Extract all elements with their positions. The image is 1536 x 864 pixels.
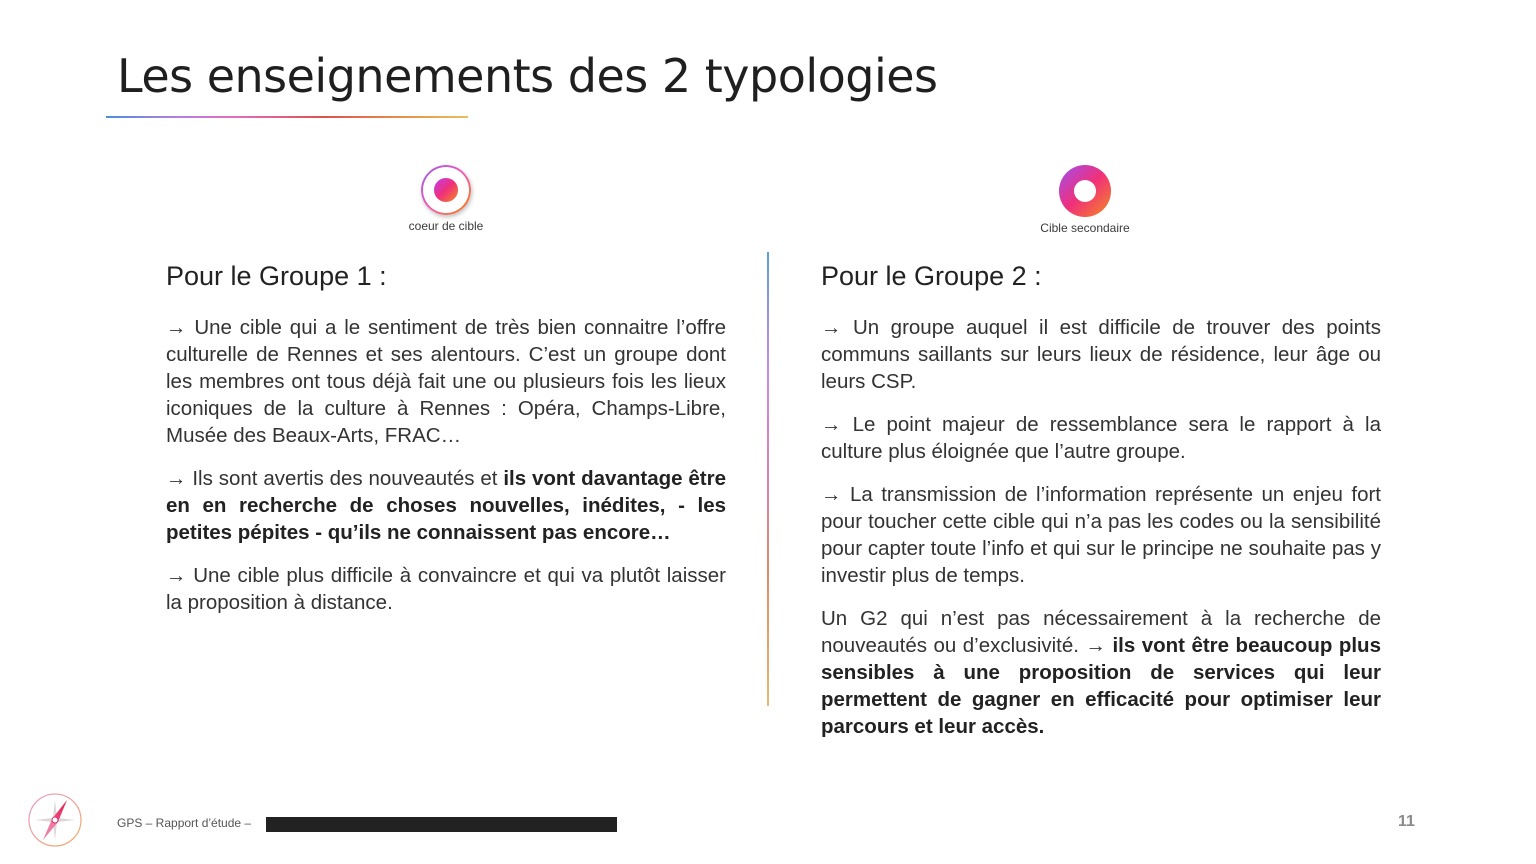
paragraph-text: Un G2 qui n’est pas nécessairement à la recherche de nouveautés ou d’exclusivité. → — [821, 607, 1381, 657]
paragraph-emphasis: ils vont davantage être en en recherche de choses nouvelles, inédites, - les petites pépites - qu’ils ne connaissent pas encore… — [166, 467, 726, 544]
compass-icon — [27, 792, 83, 848]
badge-core-target — [366, 165, 526, 233]
group-2-heading: Pour le Groupe 2 : — [821, 261, 1042, 291]
group-1-heading: Pour le Groupe 1 : — [166, 261, 387, 291]
paragraph-text: → Un groupe auquel il est difficile de trouver des points communs saillants sur leurs lieux de résidence, leur âge ou leurs CSP. — [821, 316, 1381, 393]
target-ring-icon — [1059, 165, 1111, 217]
footer-text: GPS – Rapport d’étude – — [117, 816, 252, 830]
paragraph-text: → Ils sont avertis des nouveautés et — [166, 467, 504, 490]
paragraph-text: → Une cible plus difficile à convaincre et qui va plutôt laisser la proposition à distance. — [166, 564, 726, 614]
group-2-paragraph — [821, 481, 1381, 589]
page-number: 11 — [1398, 813, 1415, 830]
column-divider — [767, 252, 769, 706]
paragraph-emphasis: ils vont être beaucoup plus sensibles à une proposition de services qui leur permettent de gagner en efficacité pour optimiser leur parcours et leur accès. — [821, 634, 1381, 738]
paragraph-text: → La transmission de l’information représente un enjeu fort pour toucher cette cible qui n’a pas les codes ou la sensibilité pour capter toute l’info et qui sur le principe ne souhaite pas y investir plus de temps. — [821, 483, 1381, 587]
target-core-icon — [421, 165, 471, 215]
group-1-paragraph — [166, 314, 726, 449]
group-1-paragraph — [166, 562, 726, 616]
paragraph-text: → Une cible qui a le sentiment de très bien connaitre l’offre culturelle de Rennes et ses alentours. C’est un groupe dont les membres ont tous déjà fait une ou plusieurs fois les lieux iconiques de la culture à Rennes : Opéra, Champs-Libre, Musée des Beaux-Arts, FRAC… — [166, 316, 726, 447]
redacted-block — [266, 817, 617, 832]
badge-secondary-target — [1005, 165, 1165, 235]
group-2-paragraph — [821, 605, 1381, 740]
group-2-paragraph — [821, 314, 1381, 395]
group-1-paragraph — [166, 465, 726, 546]
badge-label: Cible secondaire — [1040, 221, 1130, 235]
title-underline — [106, 116, 468, 118]
group-1-column — [166, 258, 726, 632]
group-2-column — [821, 258, 1381, 756]
badge-label: coeur de cible — [408, 219, 484, 233]
paragraph-text: → Le point majeur de ressemblance sera le rapport à la culture plus éloignée que l’autre groupe. — [821, 413, 1381, 463]
slide-title: Les enseignements des 2 typologies — [117, 49, 938, 103]
group-2-paragraph — [821, 411, 1381, 465]
